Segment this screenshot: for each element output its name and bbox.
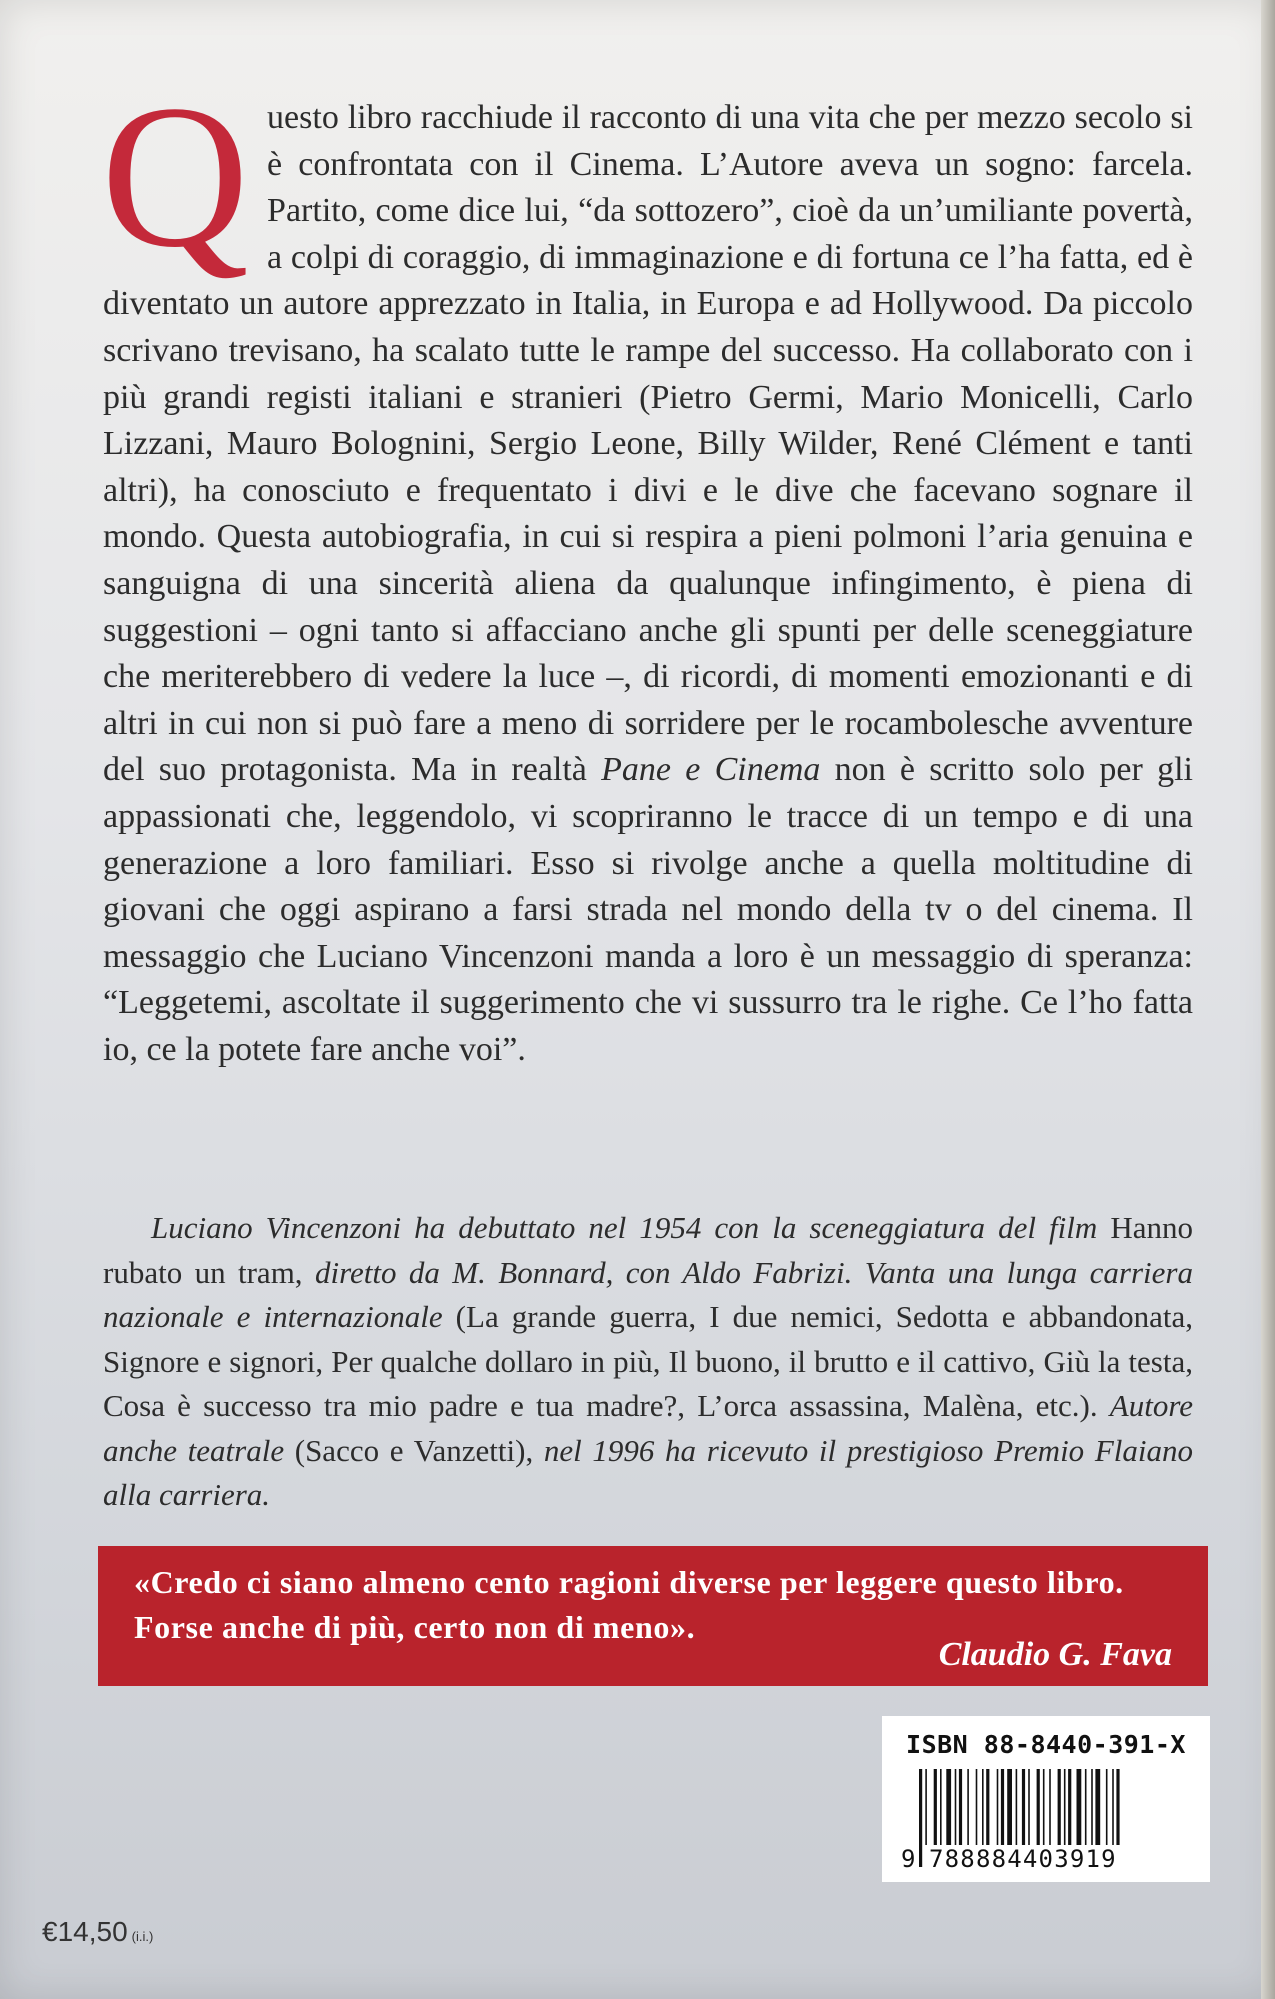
bio-segment-7: nel 1996 ha ricevuto il prestigioso Premio Flaiano alla carriera. <box>103 1432 1193 1512</box>
price-label <box>42 1916 153 1948</box>
quote-banner <box>98 1546 1208 1686</box>
bio-segment-6: (Sacco e Vanzetti), <box>284 1432 544 1468</box>
quote-text: «Credo ci siano almeno cento ragioni diverse per leggere questo libro. Forse anche di più, certo non di meno». <box>134 1564 1124 1645</box>
drop-cap-letter: Q <box>101 63 250 290</box>
synopsis-part-1: uesto libro racchiude il racconto di una vita che per mezzo secolo si è confrontata con il Cinema. L’Autore aveva un sogno: farcela. Partito, come dice lui, “da sottozero”, cioè da un’umiliante povertà, a colpi di coraggio, di immaginazione e di fortuna ce l’ha fatta, ed è diventato un autore apprezzato in Italia, in Europa e ad Hollywood. Da piccolo scrivano trevisano, ha scalato tutte le rampe del successo. Ha collaborato con i più grandi registi italiani e stranieri (Pietro Germi, Mario Monicelli, Carlo Lizzani, Mauro Bolognini, Sergio Leone, Billy Wilder, René Clément e tanti altri), ha conosciuto e frequentato i divi e le dive che facevano sognare il mondo. Questa autobiografia, in cui si respira a pieni polmoni l’aria genuina e sanguigna di una sincerità aliena da qualunque infingimento, è piena di suggestioni – ogni tanto si affacciano anche gli spunti per delle sceneggiature che meriterebbero di vedere la luce –, di ricordi, di momenti emozionanti e di altri in cui non si può fare a meno di sorridere per le rocambolesche avventure del suo protagonista. Ma in realtà <box>103 99 1193 789</box>
barcode-first-digit: 9 <box>901 1845 916 1873</box>
bio-segment-3: diretto da M. Bonnard, con Aldo Fabrizi. Vanta una lunga carriera nazionale e internazionale <box>103 1254 1193 1334</box>
synopsis-text <box>101 63 1193 1073</box>
bio-segment-1: Luciano Vincenzoni ha debuttato nel 1954 con la sceneggiatura del film <box>151 1210 1098 1245</box>
isbn-label: ISBN 88-8440-391-X <box>906 1730 1186 1759</box>
quote-author: Claudio G. Fava <box>938 1636 1172 1673</box>
bio-segment-5: Autore anche teatrale <box>103 1388 1193 1468</box>
bio-segment-2: Hanno rubato un tram, <box>103 1210 1193 1290</box>
price-value: €14,50 <box>42 1916 128 1947</box>
synopsis-part-2: non è scritto solo per gli appassionati che, leggendolo, vi scopriranno le tracce di un tempo e di una generazione a loro familiari. Esso si rivolge anche a quella moltitudine di giovani che oggi aspirano a farsi strada nel mondo della tv o del cinema. Il messaggio che Luciano Vincenzoni manda a loro è un messaggio di speranza: “Leggetemi, ascoltate il suggerimento che vi sussurro tra le righe. Ce l’ho fatta io, ce la potete fare anche voi”. <box>103 751 1193 1068</box>
isbn-sticker <box>882 1716 1210 1882</box>
author-bio <box>103 1206 1193 1518</box>
book-title-inline: Pane e Cinema <box>601 751 821 789</box>
price-note: (i.i.) <box>131 1929 154 1944</box>
bio-segment-4: (La grande guerra, I due nemici, Sedotta e abbandonata, Signore e signori, Per qualche dollaro in più, Il buono, il brutto e il cattivo, Giù la testa, Cosa è successo tra mio padre e tua madre?, L’orca assassina, Malèna, etc.). <box>103 1299 1194 1423</box>
barcode <box>901 1769 1177 1873</box>
barcode-number: 788884403919 <box>925 1845 1181 1873</box>
cover-edge <box>1261 0 1275 1999</box>
